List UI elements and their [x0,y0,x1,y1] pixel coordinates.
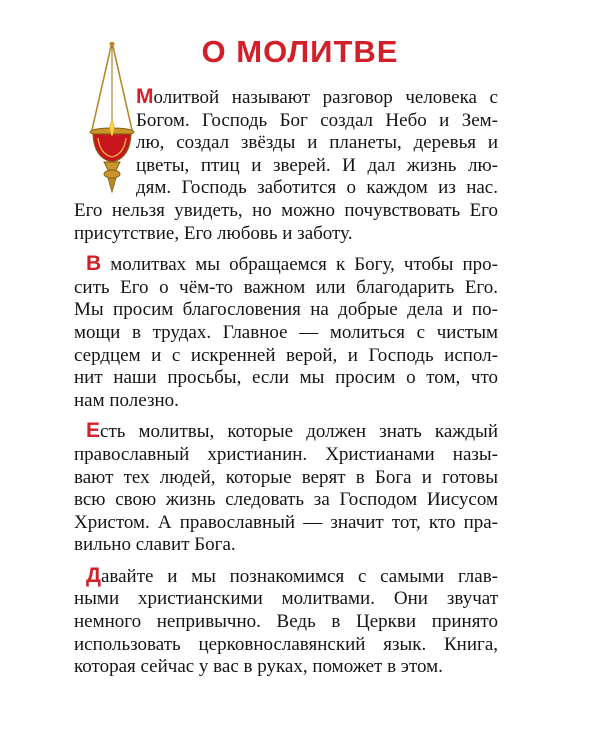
paragraph-4: Давайте и мы познакомимся с самыми глав- ными христианскими молитвами. Они звучат немного непривычно. Ведь в Церкви принято использовать церковнославянский язык. Книга, которая сейчас у вас в руках, поможет в этом. [74,563,498,678]
paragraph-2: В молитвах мы обращаемся к Богу, чтобы про- сить Его о чём-то важном или благодарить Его. Мы просим благословения на добрые дела и по- мощи в трудах. Главное — молиться с чистым сердцем и с искренней верой, и Господь испол- нит наши просьбы, если мы просим о том, что нам полезно. [74,252,498,411]
drop-cap-2: В [86,252,102,276]
drop-cap-1: М [136,85,154,108]
paragraph-1: Молитвой называют разговор человека с Богом. Господь Бог создал Небо и Зем- лю, создал звёзды и планеты, деревья и цветы, птиц и зверей. И дал жизнь лю- дям. Господь заботится о каждом из нас. Его нельзя увидеть, но можно почувствовать Его присутствие, Его любовь и заботу. [74,85,498,244]
drop-cap-4: Д [86,563,101,587]
paragraph-3: Есть молитвы, которые должен знать каждый православный христианин. Христианами назы- вают тех людей, которые верят в Бога и готовы всю свою жизнь следовать за Господом Иисусом Христом. А православный — значит тот, кто пра- вильно славит Бога. [74,419,498,556]
drop-cap-3: Е [86,419,101,443]
page-title: О МОЛИТВЕ [201,34,399,69]
article-body [74,86,498,687]
